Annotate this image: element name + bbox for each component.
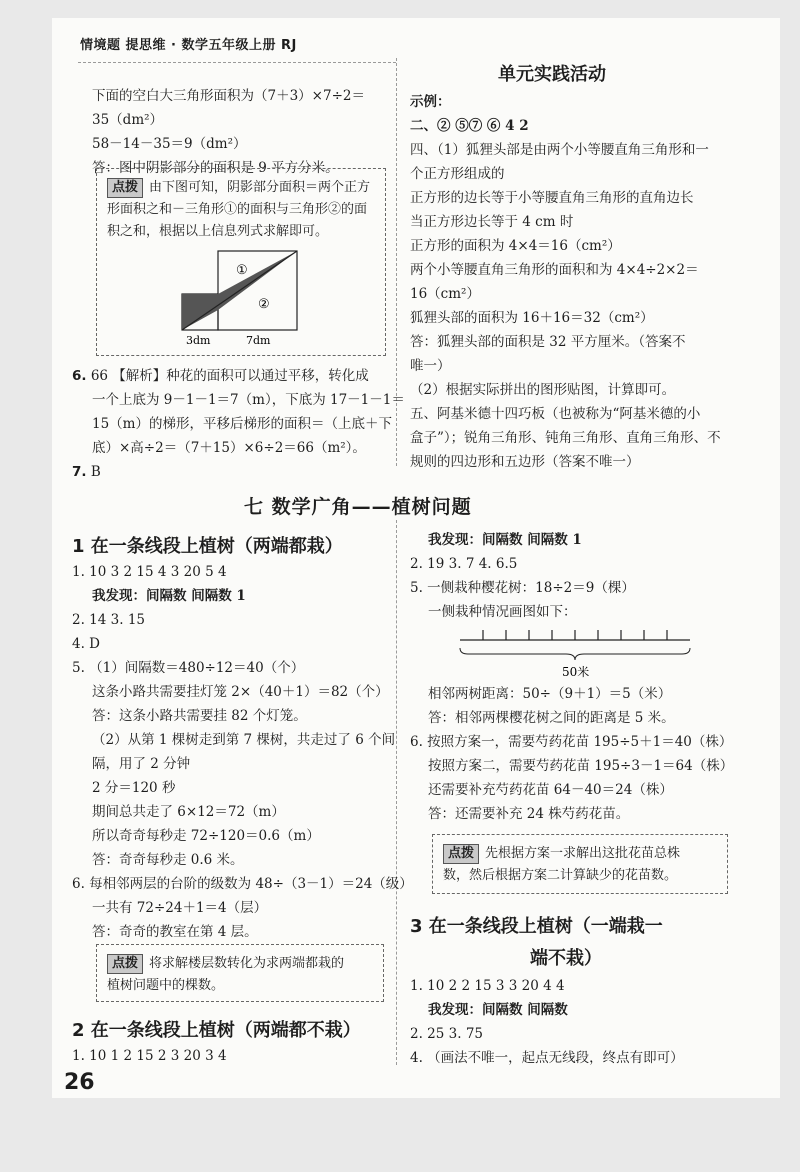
dimension-label: 3dm — [186, 334, 211, 346]
tip-box — [432, 834, 728, 894]
tree-ticks — [483, 630, 667, 640]
text-line: 2 分＝120 秒 — [92, 780, 176, 796]
tip-label: 点拨 — [107, 954, 143, 974]
text-line: 相邻两树距离：50÷（9＋1）＝5（米） — [428, 686, 672, 702]
section-title: 单元实践活动 — [498, 64, 606, 85]
text-line: 58－14－35＝9（dm²） — [92, 136, 247, 152]
text-line: 2. 14 3. 15 — [72, 612, 145, 628]
tip-label: 点拨 — [443, 844, 479, 864]
text-line: 示例： — [410, 94, 451, 110]
triangle-label-2: ② — [258, 297, 270, 312]
chapter-title: 七 数学广角——植树问题 — [244, 496, 472, 518]
tip-text: 积之和，根据以上信息列式求解即可。 — [107, 224, 329, 239]
text-line: 5. 一侧栽种樱花树：18÷2＝9（棵） — [410, 580, 635, 596]
text-line: 4. （画法不唯一，起点无线段，终点有即可） — [410, 1050, 684, 1066]
tip-box — [96, 944, 384, 1002]
text-line: （2）从第 1 棵树走到第 7 棵树，共走过了 6 个间 — [92, 732, 396, 748]
text-line: 下面的空白大三角形面积为（7＋3）×7÷2＝ — [92, 88, 365, 104]
tip-text: 将求解楼层数转化为求两端都栽的 — [149, 956, 345, 971]
text-line: 所以奇奇每秒走 72÷120＝0.6（m） — [92, 828, 320, 844]
tip-text: 先根据方案一求解出这批花苗总株 — [485, 846, 681, 861]
text-line: 当正方形边长等于 4 cm 时 — [410, 214, 574, 230]
question-6: 6. 66 【解析】种花的面积可以通过平移，转化成 — [72, 368, 369, 384]
tip-text: 数，然后根据方案二计算缺少的花苗数。 — [443, 868, 678, 883]
text-line: 35（dm²） — [92, 112, 164, 128]
text-line: 规则的四边形和五边形（答案不唯一） — [410, 454, 640, 470]
text-line: 答：奇奇的教室在第 4 层。 — [92, 924, 258, 940]
tip-label: 点拨 — [107, 178, 143, 198]
dimension-label: 7dm — [246, 334, 271, 346]
text-line: 一侧栽种情况画图如下： — [428, 604, 577, 620]
text-line: 四、（1）狐狸头部是由两个小等腰直角三角形和一 — [410, 142, 709, 158]
text-line: 个正方形组成的 — [410, 166, 505, 182]
section-title: 3 在一条线段上植树（一端栽一 — [410, 916, 663, 937]
text-line: 一个上底为 9－1－1＝7（m），下底为 17－1－1＝ — [92, 392, 405, 408]
text-line: 按照方案二，需要芍药花苗 195÷3－1＝64（株） — [428, 758, 734, 774]
column-divider-bottom — [396, 520, 397, 1065]
text-line: 1. 10 1 2 15 2 3 20 3 4 — [72, 1048, 227, 1064]
text-line: 答：图中阴影部分的面积是 9 平方分米。 — [92, 160, 339, 176]
text-line: 五、阿基米德十四巧板（也被称为“阿基米德的小 — [410, 406, 701, 422]
tree-planting-figure — [456, 624, 696, 680]
running-header: 情境题 提思维 · 数学五年级上册 RJ — [80, 38, 297, 53]
text-line: 16（cm²） — [410, 286, 480, 302]
text-line: 二、② ⑤⑦ ⑥ 4 2 — [410, 118, 529, 134]
length-brace — [460, 648, 690, 660]
page-number: 26 — [64, 1070, 95, 1095]
text-line: 答：相邻两棵樱花树之间的距离是 5 米。 — [428, 710, 675, 726]
section-title: 1 在一条线段上植树（两端都栽） — [72, 536, 343, 557]
text-line: 我发现：间隔数 间隔数 1 — [428, 532, 582, 548]
text-line: 答：还需要补充 24 株芍药花苗。 — [428, 806, 630, 822]
triangle-label-1: ① — [236, 263, 248, 278]
text-line: 底）×高÷2＝（7＋15）×6÷2＝66（m²）。 — [92, 440, 366, 456]
section-title-cont: 端不栽） — [530, 948, 602, 969]
text-line: 隔，用了 2 分钟 — [92, 756, 191, 772]
text-line: 答：这条小路共需要挂 82 个灯笼。 — [92, 708, 307, 724]
question-7: 7. B — [72, 464, 101, 480]
header-rule — [78, 62, 396, 63]
tip-text: 植树问题中的棵数。 — [107, 978, 225, 993]
text-line: 2. 25 3. 75 — [410, 1026, 483, 1042]
tip-text: 形面积之和－三角形①的面积与三角形②的面 — [107, 202, 368, 217]
text-line: 我发现：间隔数 间隔数 — [428, 1002, 568, 1018]
text-line: 两个小等腰直角三角形的面积和为 4×4÷2×2＝ — [410, 262, 699, 278]
text-line: 期间总共走了 6×12＝72（m） — [92, 804, 285, 820]
area-figure — [176, 246, 316, 346]
length-label: 50米 — [562, 665, 590, 679]
text-line: 正方形的面积为 4×4＝16（cm²） — [410, 238, 621, 254]
text-line: 6. 每相邻两层的台阶的级数为 48÷（3－1）＝24（级） — [72, 876, 413, 892]
text-line: 1. 10 3 2 15 4 3 20 5 4 — [72, 564, 227, 580]
text-line: 6. 按照方案一，需要芍药花苗 195÷5＋1＝40（株） — [410, 734, 733, 750]
text-line: 狐狸头部的面积为 16＋16＝32（cm²） — [410, 310, 654, 326]
text-line: 正方形的边长等于小等腰直角三角形的直角边长 — [410, 190, 694, 206]
text-line: 唯一） — [410, 358, 451, 374]
text-line: 答：奇奇每秒走 0.6 米。 — [92, 852, 244, 868]
text-line: 盒子”）；锐角三角形、钝角三角形、直角三角形、不 — [410, 430, 721, 446]
text-line: 2. 19 3. 7 4. 6.5 — [410, 556, 518, 572]
text-line: 我发现：间隔数 间隔数 1 — [92, 588, 246, 604]
tip-text: 由下图可知，阴影部分面积＝两个正方 — [149, 180, 371, 195]
text-line: 这条小路共需要挂灯笼 2×（40＋1）＝82（个） — [92, 684, 389, 700]
text-line: 还需要补充芍药花苗 64－40＝24（株） — [428, 782, 673, 798]
text-line: 1. 10 2 2 15 3 3 20 4 4 — [410, 978, 565, 994]
text-line: （2）根据实际拼出的图形贴图，计算即可。 — [410, 382, 676, 398]
text-line: 15（m）的梯形，平移后梯形的面积＝（上底＋下 — [92, 416, 392, 432]
text-line: 4. D — [72, 636, 100, 652]
section-title: 2 在一条线段上植树（两端都不栽） — [72, 1020, 361, 1041]
shaded-region-left — [182, 294, 218, 330]
text-line: 5. （1）间隔数＝480÷12＝40（个） — [72, 660, 305, 676]
text-line: 答：狐狸头部的面积是 32 平方厘米。（答案不 — [410, 334, 686, 350]
text-line: 一共有 72÷24＋1＝4（层） — [92, 900, 268, 916]
